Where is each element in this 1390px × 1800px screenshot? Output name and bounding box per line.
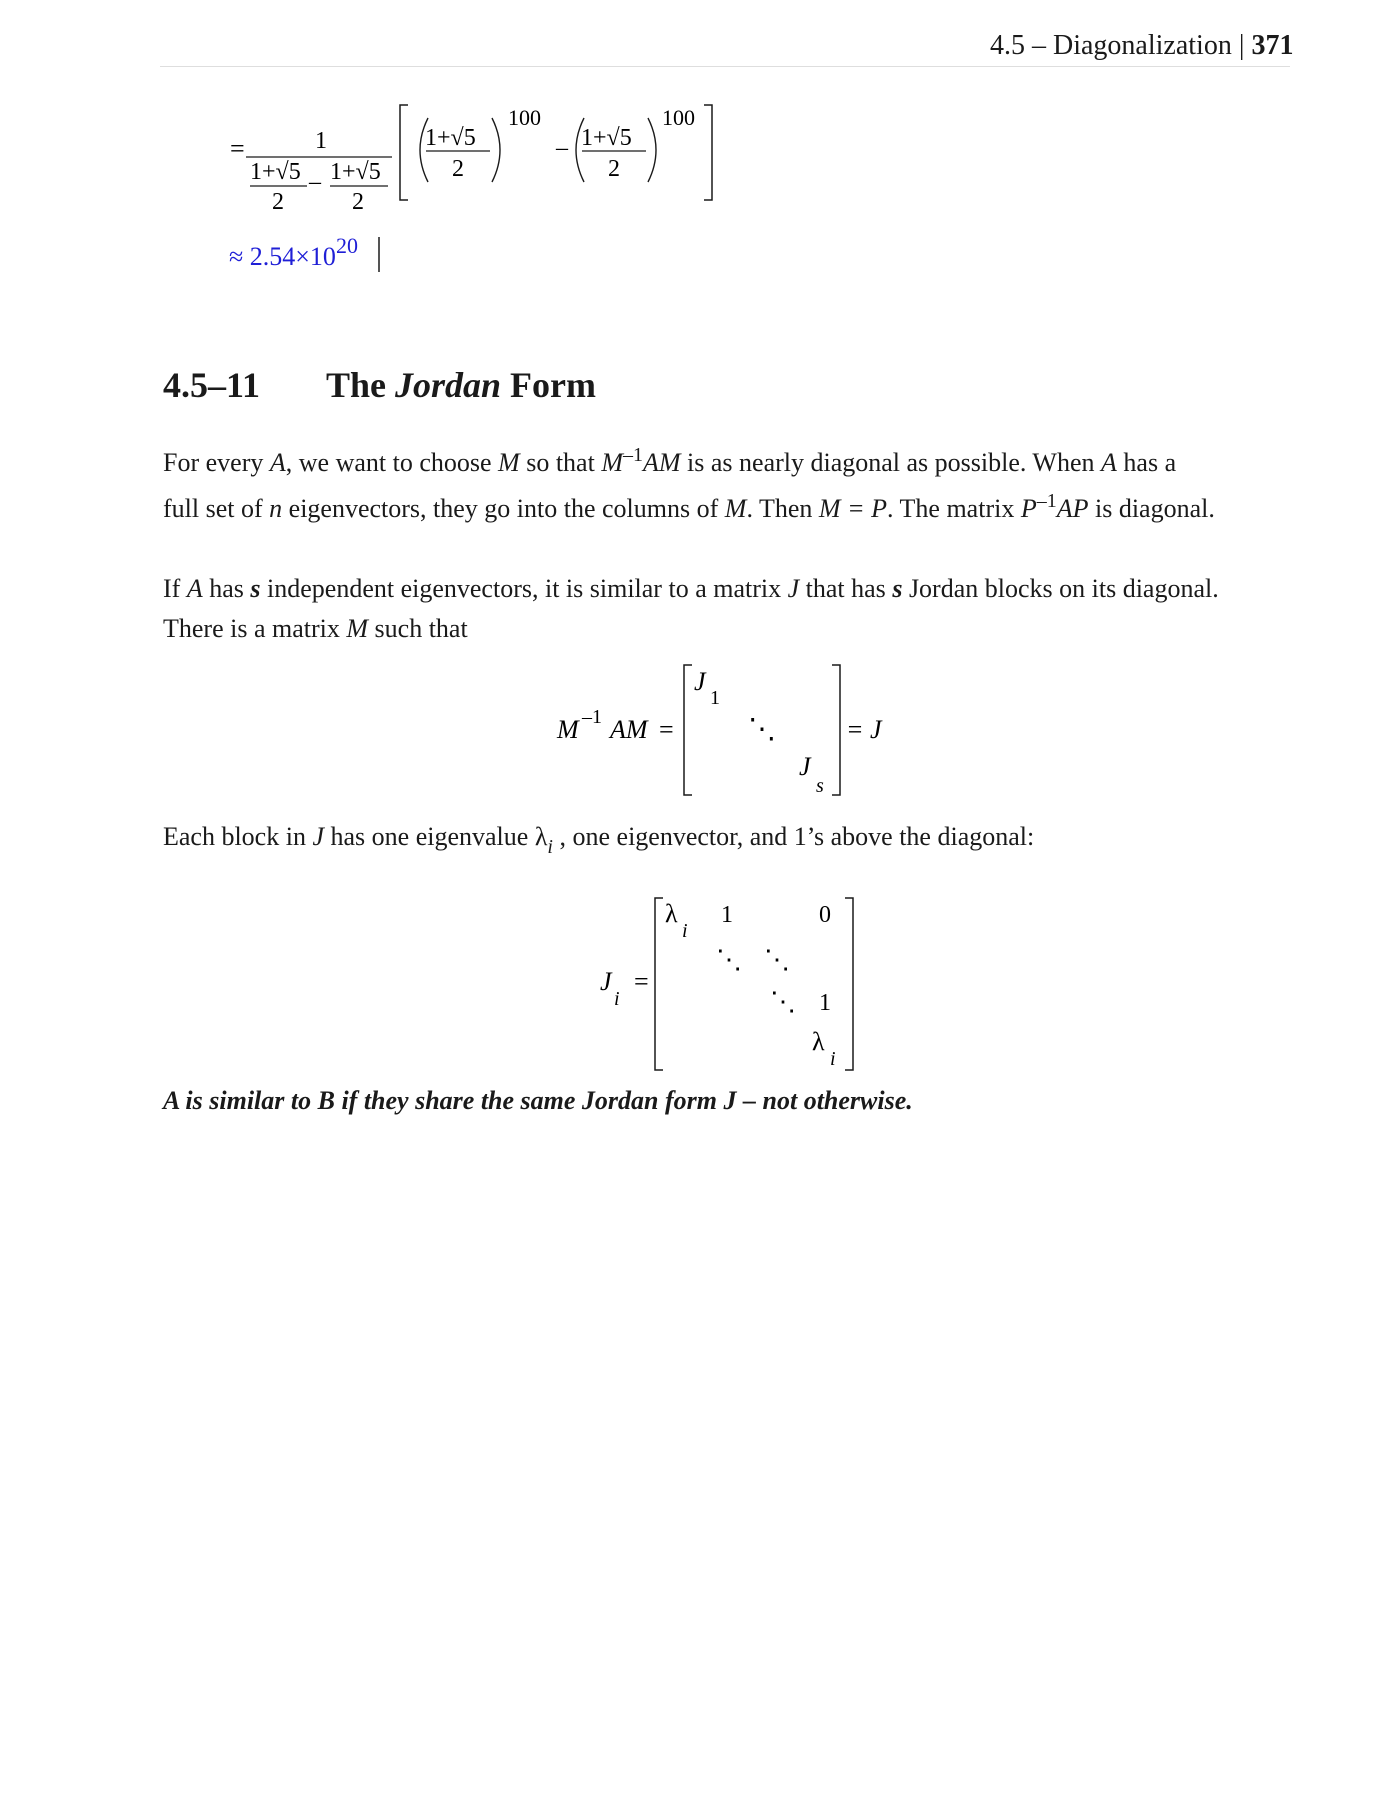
block-dots-diagonal: ⋱ [716,945,742,974]
eq-term1-exponent: 100 [508,105,541,130]
eq-den-minus: – [309,169,321,195]
jordan-lhs-M: M [557,715,579,744]
block-lambda-bottom-sub: i [830,1048,836,1070]
block-equals: = [634,967,649,996]
eq-term2-den: 2 [608,156,620,182]
jordan-block-Js: J [799,752,811,781]
eq-term1-num: 1+√5 [425,125,476,151]
block-lhs-sub: i [614,988,620,1010]
jordan-rhs: = J [846,715,882,744]
jordan-block-J1-sub: 1 [710,687,720,709]
section-title-suffix: Form [501,365,597,405]
jordan-block-Js-sub: s [816,775,824,797]
section-title-prefix: The [326,365,396,405]
eq-den-frac2-num: 1+√5 [330,159,381,185]
block-left-bracket [655,898,663,1070]
conclusion-statement: A is similar to B if they share the same Jordan form J – not otherwise. [163,1086,913,1115]
paragraph-1-line-1: For every A, we want to choose M so that $M^{-1}AM$ is as nearly diagonal as possible. When A has a [163,444,1177,477]
jordan-lhs-sup: –1 [582,706,602,728]
eq-den-frac2-den: 2 [352,189,364,215]
jordan-diagonal-dots: ⋱ [748,714,776,745]
eq-term1-den: 2 [452,156,464,182]
eq-term-minus: – [556,135,568,161]
paragraph-3: Each block in J has one eigenvalue $\lambda_i$ , one eigenvector, and 1’s above the diagonal: [163,822,1035,858]
block-zero: 0 [819,902,831,928]
eq-numerator: 1 [315,128,327,154]
block-one-bottom: 1 [819,990,831,1016]
section-number: 4.5–11 [163,365,261,405]
jordan-equals: = [659,715,674,744]
jordan-lhs-AM: AM [610,715,648,744]
block-lambda-top-sub: i [682,920,688,942]
section-title-italic: Jordan [395,365,502,405]
block-dots-lower: ⋱ [770,987,796,1016]
paragraph-1-line-2: full set of n eigenvectors, they go into the columns of M. Then M = P. The matrix $P^{-1}AP$ is diagonal. [163,490,1215,523]
block-right-bracket [845,898,853,1070]
page-number: 371 [1251,30,1294,61]
eq-den-frac1-den: 2 [272,189,284,215]
header-separator: | [1238,30,1245,61]
block-one-top: 1 [721,902,733,928]
header-section: 4.5 – Diagonalization [990,30,1232,61]
eq-term2-num: 1+√5 [581,125,632,151]
approx-exponent: 20 [336,233,358,258]
block-lambda-top: λ [665,899,678,928]
jordan-block-J1: J [694,667,706,696]
eq-equals: = [230,134,245,163]
block-lhs-J: J [600,967,612,996]
eq-term2-exponent: 100 [662,105,695,130]
approx-value: ≈ 2.54×10 [229,242,336,271]
paragraph-2-line-2: There is a matrix M such that [163,614,468,643]
eq-den-frac1-num: 1+√5 [250,159,301,185]
block-lambda-bottom: λ [812,1027,825,1056]
block-dots-superdiagonal: ⋱ [764,945,790,974]
paragraph-2-line-1: If A has s independent eigenvectors, it is similar to a matrix J that has s Jordan blocks on its diagonal. [163,574,1219,603]
